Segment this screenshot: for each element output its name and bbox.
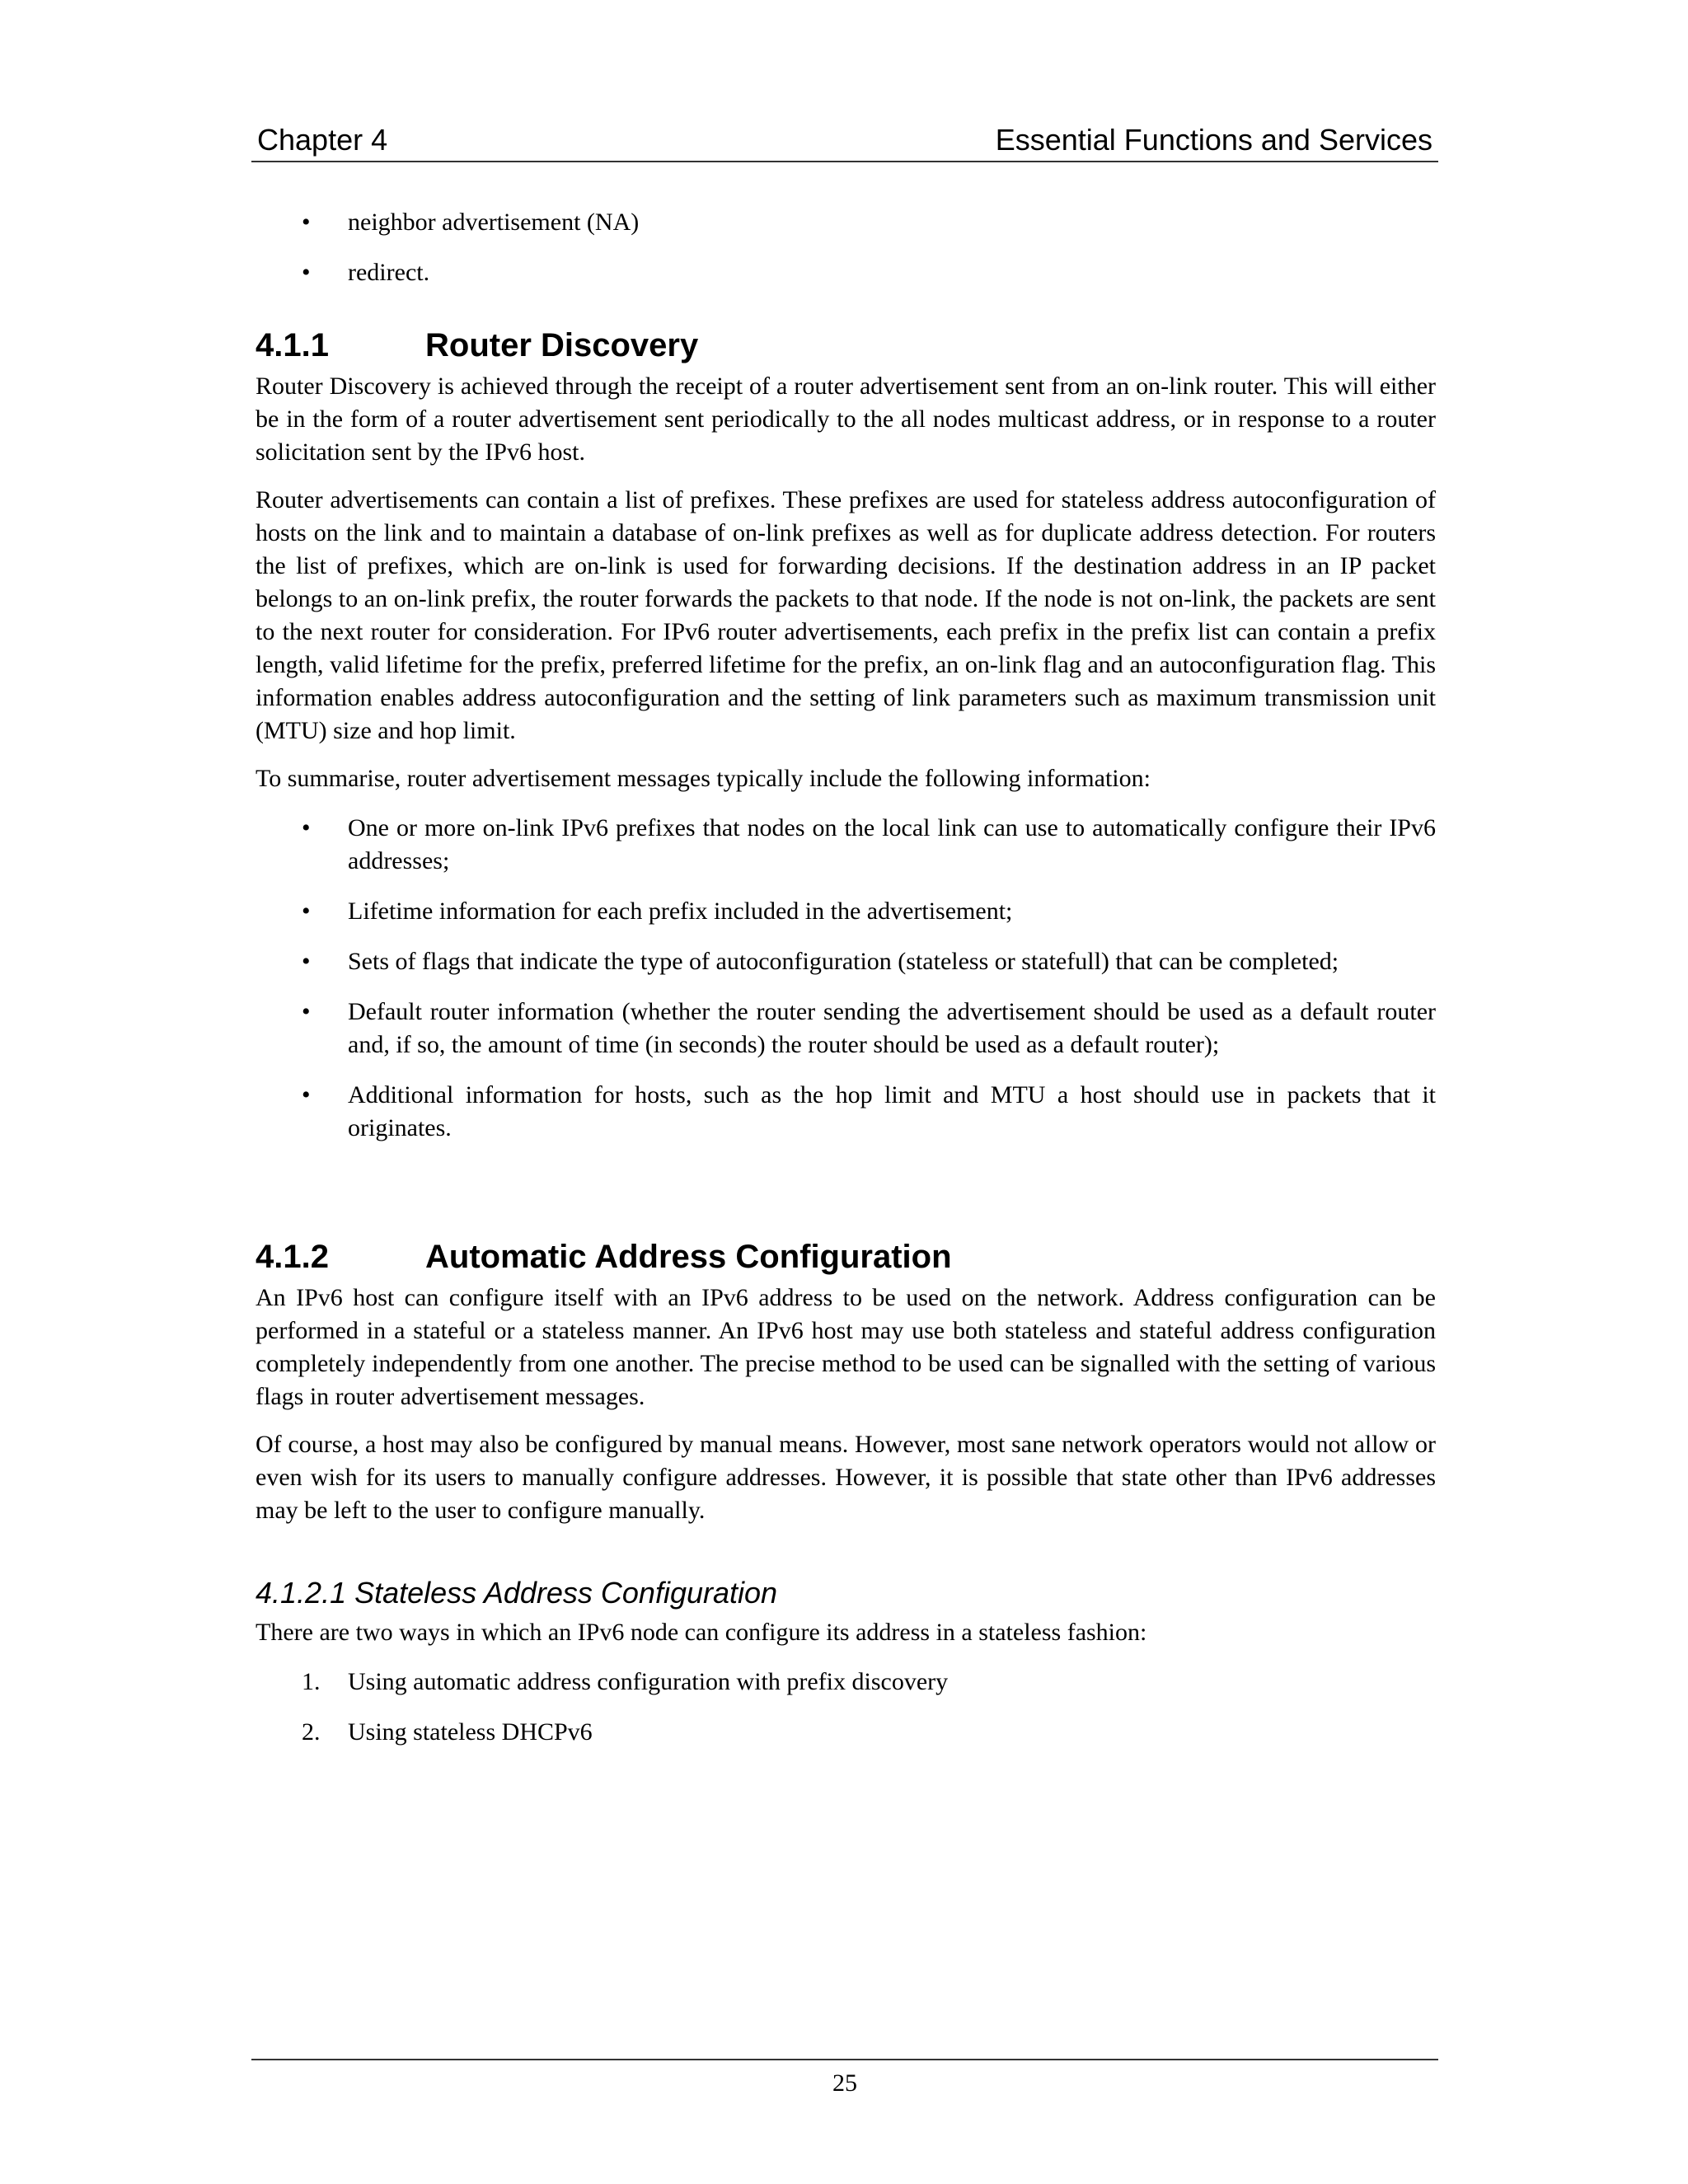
intro-bullet-list	[256, 206, 1436, 289]
list-item: • Lifetime information for each prefix included in the advertisement;	[256, 895, 1436, 928]
bullet-icon: •	[302, 814, 311, 841]
list-item: • redirect.	[256, 256, 1436, 289]
bullet-icon: •	[302, 209, 311, 236]
list-item: • Additional information for hosts, such as the hop limit and MTU a host should use in packets that it originates.	[256, 1079, 1436, 1145]
list-item: 1. Using automatic address configuration with prefix discovery	[302, 1668, 949, 1695]
section-heading-4-1-1: 4.1.1 Router Discovery	[256, 327, 699, 363]
bullet-icon: •	[302, 1081, 311, 1108]
list-item: • Default router information (whether the router sending the advertisement should be used as a default router and, if so, the amount of time (in seconds) the router should be used as a default router);	[256, 996, 1436, 1062]
chapter-title: Essential Functions and Services	[995, 123, 1432, 157]
page-content	[256, 206, 1436, 1766]
numbered-list	[256, 1666, 1436, 1749]
section-heading-4-1-2: 4.1.2 Automatic Address Configuration	[256, 1239, 952, 1275]
page-header	[251, 124, 1438, 162]
paragraph: Of course, a host may also be configured by manual means. However, most sane network operators would not allow or even wish for its users to manually configure addresses. However, it is possible that state other than IPv6 addresses may be left to the user to configure manually.	[256, 1431, 1436, 1524]
list-item: • One or more on-link IPv6 prefixes that nodes on the local link can use to automatically configure their IPv6 addresses;	[256, 812, 1436, 878]
paragraph: An IPv6 host can configure itself with an IPv6 address to be used on the network. Address configuration can be performed in a stateful or a stateless manner. An IPv6 host may use both stateless and stateful address configuration completely independently from one another. The precise method to be used can be signalled with the setting of various flags in router advertisement messages.	[256, 1284, 1436, 1410]
chapter-label: Chapter 4	[257, 123, 388, 157]
paragraph: Router Discovery is achieved through the receipt of a router advertisement sent from an on-link router. This will either be in the form of a router advertisement sent periodically to the all nodes multicast address, or in response to a router solicitation sent by the IPv6 host.	[256, 373, 1436, 466]
paragraph: Router advertisements can contain a list of prefixes. These prefixes are used for stateless address autoconfiguration of hosts on the link and to maintain a database of on-link prefixes as well as for duplicate address detection. For routers the list of prefixes, which are on-link is used for forwarding decisions. If the destination address in an IP packet belongs to an on-link prefix, the router forwards the packets to that node. If the node is not on-link, the packets are sent to the next router for consideration. For IPv6 router advertisements, each prefix in the prefix list can contain a prefix length, valid lifetime for the prefix, preferred lifetime for the prefix, an on-link flag and an autoconfiguration flag. This information enables address autoconfiguration and the setting of link parameters such as maximum transmission unit (MTU) size and hop limit.	[256, 486, 1436, 744]
subsection-heading-4-1-2-1: 4.1.2.1 Stateless Address Configuration	[256, 1576, 778, 1610]
list-item: • neighbor advertisement (NA)	[256, 206, 1436, 239]
bullet-icon: •	[302, 948, 311, 975]
paragraph: To summarise, router advertisement messages typically include the following information:	[256, 765, 1151, 792]
router-advertisement-bullet-list	[256, 812, 1436, 1145]
page-footer	[251, 2059, 1438, 2098]
list-item: 2. Using stateless DHCPv6	[302, 1718, 593, 1746]
list-item: • Sets of flags that indicate the type of autoconfiguration (stateless or statefull) that can be completed;	[256, 945, 1436, 978]
paragraph: There are two ways in which an IPv6 node can configure its address in a stateless fashion:	[256, 1619, 1147, 1646]
bullet-icon: •	[302, 998, 311, 1025]
bullet-icon: •	[302, 898, 311, 925]
bullet-icon: •	[302, 259, 311, 286]
page-number: 25	[832, 2069, 857, 2097]
